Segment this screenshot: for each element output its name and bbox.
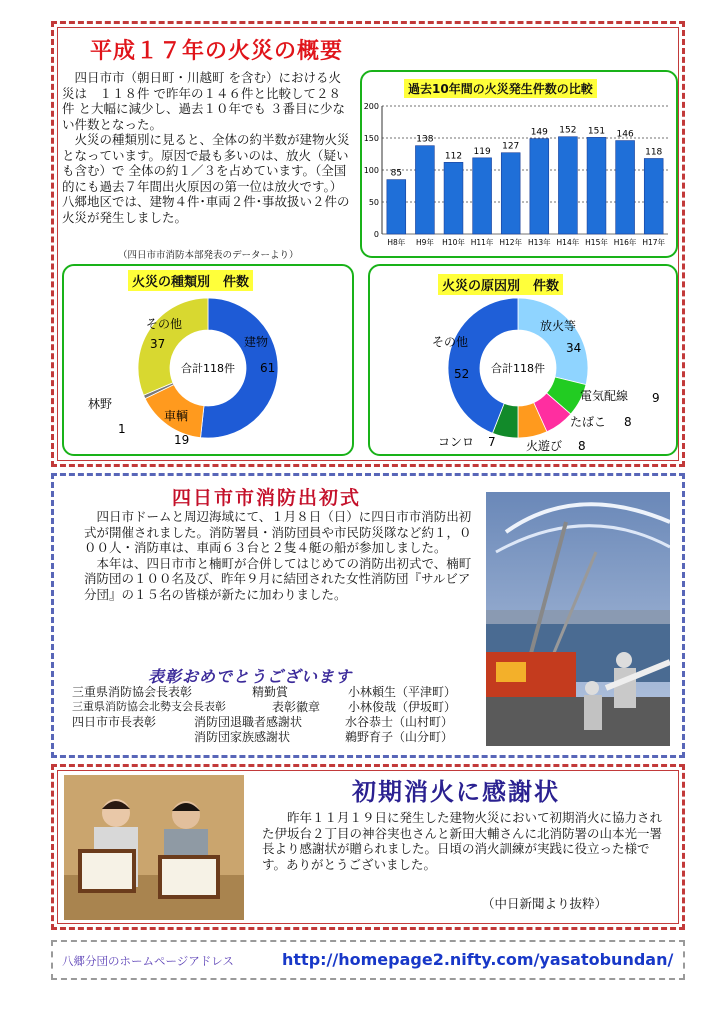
award-type: 消防団家族感謝状 [194,730,291,744]
bar [558,137,577,234]
slice-value: 8 [624,415,632,429]
x-tick-label: H8年 [387,238,406,247]
x-tick-label: H17年 [642,238,666,247]
slice-label: たばこ [570,415,607,429]
x-tick-label: H12年 [499,238,523,247]
x-tick-label: H15年 [585,238,608,247]
y-tick-label: 150 [363,134,379,143]
bar-value-label: 149 [530,127,548,138]
bar-value-label: 112 [444,151,463,162]
slice-label: その他 [146,317,183,331]
pie-center-label: 合計118件 [491,362,545,375]
bar [415,146,434,234]
bar [444,162,463,234]
x-tick-label: H14年 [556,238,580,247]
award-recipient: 小林俊哉（伊坂町） [348,700,457,714]
commendation-photo [64,775,244,920]
award-type: 表彰徽章 [272,700,321,714]
award-row [72,715,156,729]
section1-body: 四日市市（朝日町・川越町 を含む）における火災は １１８件 で昨年の１４６件と比較して２８件 と大幅に減少し、過去１０年でも ３番目に少ない件数となった。 火災の種類別に見ると、全体の約半数が建物火災となっています。原因で最も多いのは、放火（疑いも含む）で 全体の約１／３を占めています。（全国的にも過去７年間出火原因の第一位は放火です。） 八郷地区では、建物４件･車両２件･事故扱い２件の火災が発生しました。 [62,70,350,225]
bar-value-label: 119 [473,146,491,157]
award-row [72,700,226,714]
slice-value: 9 [652,391,660,405]
bar-value-label: 85 [390,168,403,179]
section3-body: 昨年１１月１９日に発生した建物火災において初期消火に協力された伊坂台２丁目の神谷実也さんと新田大輔さんに北消防署の山本光一署長より感謝状が贈られました。日頃の消火訓練が実践に役立った様です。ありがとうございました。 [262,810,663,872]
section3-title: 初期消火に感謝状 [352,778,560,806]
slice-label: コンロ [438,435,475,449]
pie-slice [138,298,208,395]
slice-value: 1 [118,422,126,436]
bar-chart [362,96,674,256]
section2-body: 四日市ドームと周辺海域にて、１月８日（日）に四日市市消防出初式が開催されました。消防署員・消防団員や市民防災隊など約１，０００人・消防車は、車両６３台と２隻４艇の船が参加しました。 本年は、四日市市と楠町が合併してはじめての消防出初式で、楠町消防団の１００名及び、昨年９月に結団された女性消防団『サルビア分団』の１５名の皆様が新たに加わりました。 [84,509,472,602]
slice-label: 火遊び [526,439,563,453]
award-recipient: 鵜野育子（山分町） [345,730,454,744]
slice-value: 19 [174,433,190,447]
bar-chart-title: 過去10年間の火災発生件数の比較 [404,79,597,98]
award-organization: 四日市市長表彰 [72,715,157,729]
bar [387,180,406,234]
section1-title: 平成１７年の火災の概要 [90,39,344,64]
bar-value-label: 152 [559,125,577,136]
x-tick-label: H10年 [442,238,465,247]
bar-value-label: 127 [502,141,520,152]
type-pie-title: 火災の種類別 件数 [128,270,253,291]
bar [501,153,520,234]
award-organization: 三重県消防協会長表彰 [72,685,193,699]
slice-label: 放火等 [540,319,577,333]
slice-label: その他 [432,335,469,349]
cause-pie-chart [370,290,676,454]
section3-source: （中日新聞より抜粋） [482,896,608,911]
slice-value: 7 [488,435,496,449]
bar-value-label: 138 [416,134,434,145]
bar [530,139,549,234]
award-row [72,685,192,699]
y-tick-label: 100 [363,166,379,175]
x-tick-label: H13年 [527,238,551,247]
section1-source-note: （四日市市消防本部発表のデーターより） [118,250,299,261]
cause-pie-title: 火災の原因別 件数 [438,274,563,295]
x-tick-label: H16年 [613,238,637,247]
award-type: 消防団退職者感謝状 [194,715,303,729]
awards-title: 表彰おめでとうございます [148,667,353,686]
y-tick-label: 0 [373,230,379,239]
x-tick-label: H9年 [415,238,434,247]
fire-drill-photo [486,492,670,746]
y-tick-label: 200 [363,102,379,111]
award-recipient: 小林頼生（平津町） [348,685,457,699]
slice-label: 林野 [88,397,113,411]
y-tick-label: 50 [368,198,379,207]
award-type: 精勤賞 [252,685,289,699]
slice-value: 37 [150,337,166,351]
footer-label: 八郷分団のホームページアドレス [62,954,234,968]
bar-value-label: 118 [645,147,663,158]
award-recipient: 水谷恭士（山村町） [345,715,454,729]
pie-center-label: 合計118件 [181,362,235,375]
bar-value-label: 146 [616,129,634,140]
slice-value: 34 [566,341,582,355]
bar [644,158,663,234]
slice-value: 52 [454,367,470,381]
section2-title: 四日市市消防出初式 [172,487,362,509]
bar [473,158,492,234]
x-tick-label: H11年 [470,238,494,247]
bar [616,141,635,234]
award-organization: 三重県消防協会北勢支会長表彰 [72,700,226,713]
slice-label: 電気配線 [580,389,629,403]
slice-value: 8 [578,439,586,453]
bar [587,137,606,234]
slice-value: 61 [260,361,276,375]
slice-label: 車輌 [164,409,189,423]
homepage-link[interactable]: http://homepage2.nifty.com/yasatobundan/ [282,950,674,969]
slice-label: 建物 [244,335,269,349]
bar-value-label: 151 [587,126,606,137]
type-pie-chart [64,290,352,454]
